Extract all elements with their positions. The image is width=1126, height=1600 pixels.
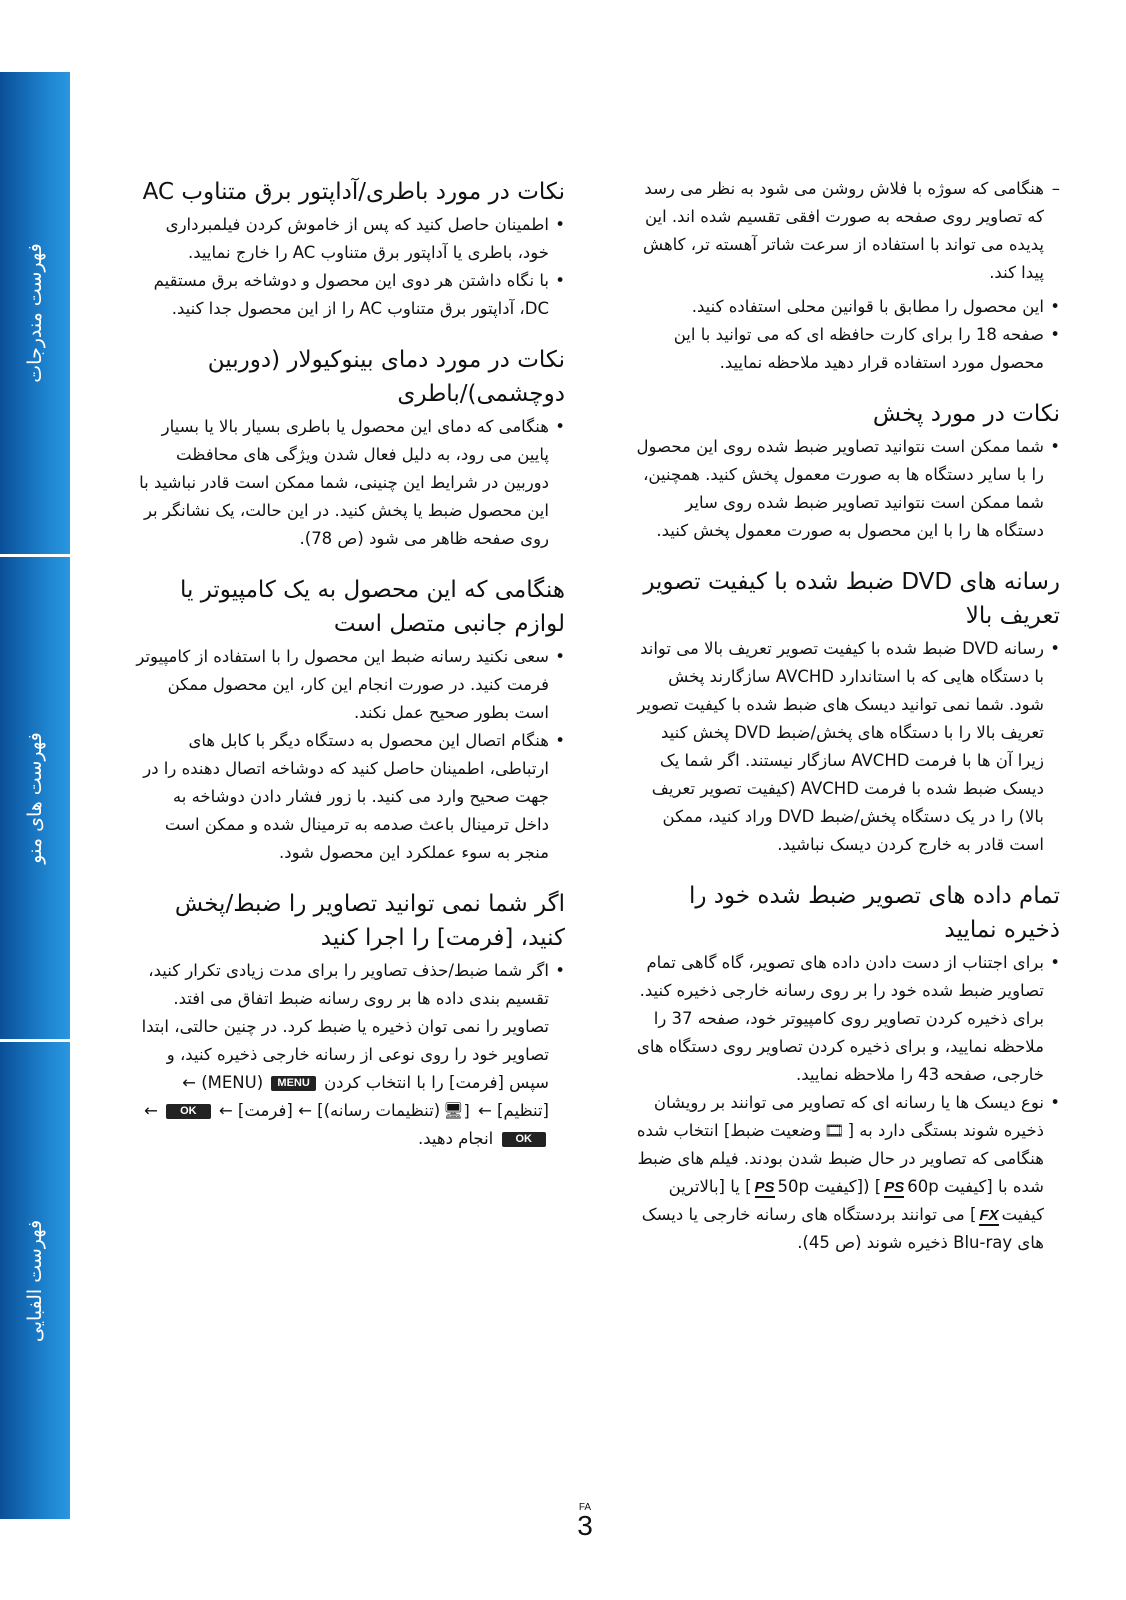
ps-quality-tag: PS (884, 1179, 905, 1196)
text-fragment: ] می توانند بردستگاه های رسانه خارجی یا دیسک های Blu-ray ذخیره شوند (ص 45). (641, 1205, 1044, 1252)
text-fragment: ] یا [بالاترین کیفیت (668, 1177, 1044, 1224)
section-title-battery: نکات در مورد باطری/آداپتور برق متناوب AC (142, 179, 565, 205)
tab-label: فهرست مندرجات (24, 243, 46, 383)
text-fragment: (تنظیمات رسانه)] (317, 1101, 441, 1120)
tab-table-of-contents[interactable] (0, 72, 70, 557)
format-bullets (135, 957, 565, 1153)
list-item: • رسانه DVD ضبط شده با کیفیت تصویر تعریف بالا می تواند با دستگاه هایی که با استاندارد AVCHD سازگارند پخش شود. شما نمی توانید دیسک های ضبط شده با کیفیت تصویر تعریف بالا را با دستگاه های پخش/ضبط DVD پخش کنید زیرا آن ها با فرمت AVCHD سازگار نیستند. اگر شما یک دیسک ضبط شده با فرمت AVCHD (کیفیت تصویر تعریف بالا) را در یک دستگاه پخش/ضبط DVD وراد کنید، ممکن است قادر به خارج کردن دیسک نباشید. (635, 635, 1060, 859)
right-column (635, 175, 1060, 1257)
list-item: • صفحه 18 را برای کارت حافظه ای که می توانید با این محصول مورد استفاده قرار دهید ملاحظه نمایید. (635, 321, 1060, 377)
text-fragment: نوع دیسک ها یا رسانه ای که تصاویر می توانند بر رویشان ذخیره شوند بستگی دارد به [ (653, 1093, 1044, 1140)
ok-button-icon: OK (166, 1104, 211, 1119)
dvd-bullets (635, 635, 1060, 859)
tab-index[interactable] (0, 1042, 70, 1522)
save-bullets (635, 949, 1060, 1257)
tab-label: فهرست الفبایی (24, 1219, 46, 1342)
list-item (135, 957, 565, 1153)
arrow-icon: ← (477, 1101, 492, 1120)
film-icon: 🎞 (824, 1121, 845, 1140)
list-item: • این محصول را مطابق با قوانین محلی استفاده کنید. (635, 293, 1060, 321)
list-item: • نوع دیسک ها یا رسانه ای که تصاویر می توانند بر رویشان ذخیره شوند بستگی دارد به [🎞وضعیت ضبط] انتخاب شده هنگامی که تصاویر در حال ضبط شدن بودند. فیلم های ضبط شده با [کیفیت 60pPS] ([کیفیت 50pPS] یا [بالاترین کیفیتFX] می توانند بردستگاه های رسانه خارجی یا دیسک های Blu-ray ذخیره شوند (ص 45). (635, 1089, 1060, 1257)
battery-bullets (135, 211, 565, 323)
ps-quality-tag: PS (754, 1179, 775, 1196)
text-fragment: ([کیفیت 50p (777, 1177, 870, 1196)
text-fragment: انجام دهید. (418, 1129, 494, 1148)
list-item: • با نگاه داشتن هر دوی این محصول و دوشاخه برق مستقیم DC، آداپتور برق متناوب AC را از این محصول جدا کنید. (135, 267, 565, 323)
list-item: • شما ممکن است نتوانید تصاویر ضبط شده روی این محصول را با سایر دستگاه ها به صورت معمول پخش کنید. همچنین، شما ممکن است نتوانید تصاویر ضبط شده روی سایر دستگاه ها را با این محصول به صورت معمول پخش کنید. (635, 433, 1060, 545)
ok-button-icon: OK (502, 1132, 547, 1147)
section-title-format: اگر شما نمی توانید تصاویر را ضبط/پخش کنید، [فرمت] را اجرا کنید (174, 891, 565, 951)
arrow-icon: ← (218, 1101, 233, 1120)
section-title-computer: هنگامی که این محصول به یک کامپیوتر یا لوازم جانبی متصل است (180, 577, 565, 637)
list-item: • برای اجتناب از دست دادن داده های تصویر، گاه گاهی تمام تصاویر ضبط شده خود را بر روی رسانه خارجی ذخیره کنید. برای ذخیره کردن تصاویر روی کامپیوتر خود، صفحه 37 را ملاحظه نمایید، و برای ذخیره کردن تصاویر روی دستگاه های خارجی، صفحه 43 را ملاحظه نمایید. (635, 949, 1060, 1089)
text-fragment: [فرمت] (237, 1101, 293, 1120)
list-item: • هنگام اتصال این محصول به دستگاه دیگر با کابل های ارتباطی، اطمینان حاصل کنید که دوشاخه اتصال دهنده را در جهت صحیح وارد می کنید. با زور فشار دادن دوشاخه به داخل ترمینال باعث صدمه به ترمینال شده و ممکن است منجر به سوء عملکرد این محصول شود. (135, 727, 565, 867)
menu-button-icon: MENU (271, 1076, 315, 1091)
arrow-icon: ← (298, 1101, 312, 1120)
text-fragment: (MENU) (201, 1073, 264, 1092)
media-settings-icon: [🖥 (443, 1101, 470, 1120)
list-item: • اطمینان حاصل کنید که پس از خاموش کردن فیلمبرداری خود، باطری یا آداپتور برق متناوب AC را خارج نمایید. (135, 211, 565, 267)
section-title-save: تمام داده های تصویر ضبط شده خود را ذخیره نمایید (688, 883, 1060, 943)
temperature-bullets (135, 413, 565, 553)
intro-bullets (635, 293, 1060, 377)
dash-marker: – (1051, 179, 1060, 198)
text-fragment: وضعیت ضبط] انتخاب شده هنگامی که تصاویر در حال ضبط شدن بودند. فیلم های ضبط شده با [کیفیت 60p (636, 1121, 1044, 1196)
fx-quality-tag: FX (979, 1207, 999, 1224)
text-fragment: اگر شما ضبط/حذف تصاویر را برای مدت زیادی تکرار کنید، تقسیم بندی داده ها بر روی رسانه ضبط اتفاق می افتد. تصاویر را نمی توان ذخیره یا ضبط کرد. در چنین حالتی، ابتدا تصاویر خود را روی نوعی از رسانه خارجی ذخیره کنید، و سپس [فرمت] را با انتخاب کردن (141, 961, 549, 1092)
section-title-dvd: رسانه های DVD ضبط شده با کیفیت تصویر تعریف بالا (643, 569, 1060, 629)
page-number (570, 1502, 600, 1539)
list-item: • سعی نکنید رسانه ضبط این محصول را با استفاده از کامپیوتر فرمت کنید. در صورت انجام این کار، این محصول ممکن است بطور صحیح عمل نکند. (135, 643, 565, 727)
page-number-value: 3 (577, 1510, 593, 1541)
section-title-temperature: نکات در مورد دمای بینوکیولار (دوربین دوچشمی)/باطری (207, 347, 565, 407)
list-item: • هنگامی که دمای این محصول یا باطری بسیار بالا یا بسیار پایین می رود، به دلیل فعال شدن ویژگی های محافظت دوربین در شرایط این چنینی، شما ممکن است قادر نباشید با این محصول ضبط یا پخش کنید. در این حالت، یک نشانگر بر روی صفحه ظاهر می شود (ص 78). (135, 413, 565, 553)
section-title-playback: نکات در مورد پخش (872, 401, 1060, 427)
text-fragment: [تنظیم] (497, 1101, 549, 1120)
tab-label: فهرست های منو (24, 732, 46, 864)
arrow-icon: ← (144, 1101, 158, 1120)
page-prefix: FA (578, 1502, 592, 1513)
computer-bullets (135, 643, 565, 867)
sidebar-tabs (0, 72, 70, 1522)
playback-bullets (635, 433, 1060, 545)
arrow-icon: ← (182, 1073, 196, 1092)
intro-dash-item (635, 175, 1060, 287)
intro-dash-text: هنگامی که سوژه با فلاش روشن می شود به نظر می رسد که تصاویر روی صفحه به صورت افقی تقسیم شده اند. این پدیده می تواند با استفاده از سرعت شاتر آهسته تر، کاهش پیدا کند. (642, 179, 1044, 282)
left-column (135, 175, 565, 1153)
tab-menu-list[interactable] (0, 557, 70, 1042)
